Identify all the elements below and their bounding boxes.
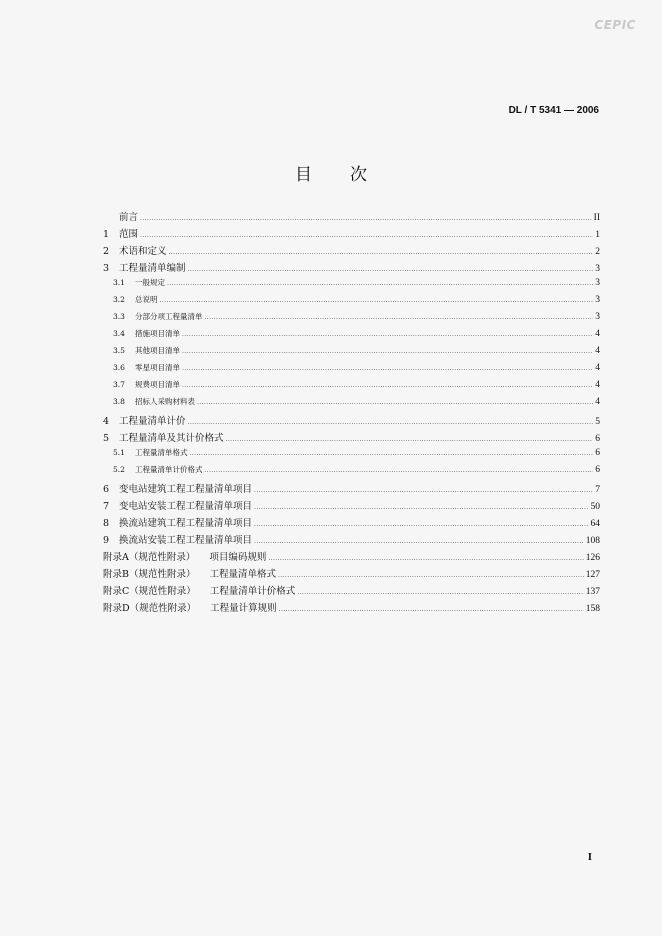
toc-entry[interactable] [103, 430, 600, 447]
toc-entry-page: 108 [585, 536, 600, 546]
toc-entry-page: 126 [585, 553, 600, 563]
dot-leader [205, 314, 594, 321]
toc-entry-number: 3.4 [113, 329, 125, 338]
toc-entry[interactable] [103, 260, 600, 277]
toc-entry-page: 4 [595, 363, 600, 373]
toc-entry-title: 换流站安装工程工程量清单项目 [119, 535, 253, 546]
toc-entry-number: 5.1 [113, 448, 125, 457]
toc-entry[interactable] [103, 328, 600, 345]
toc-entry-number: 附录B（规范性附录） [103, 569, 196, 580]
toc-entry-page: 1 [595, 230, 600, 240]
toc-entry-title: 总说明 [135, 295, 158, 304]
toc-entry-number: 5.2 [113, 465, 125, 474]
toc-entry[interactable] [103, 447, 600, 464]
toc-entry-title: 工程量清单计价格式 [135, 465, 203, 474]
dot-leader [197, 399, 593, 406]
toc-entry-number: 5 [103, 433, 110, 444]
toc-entry-number: 8 [103, 518, 110, 529]
toc-entry-page: II [593, 213, 600, 223]
toc-entry-title: 招标人采购材料表 [135, 397, 195, 406]
dot-leader [188, 266, 594, 273]
toc-entry-title: 工程量清单编制 [119, 263, 186, 274]
toc-entry-title: 规费项目清单 [135, 380, 180, 389]
toc-entry-page: 4 [595, 380, 600, 390]
toc-entry-page: 3 [595, 278, 600, 288]
toc-entry-title: 措施项目清单 [135, 329, 180, 338]
toc-entry[interactable] [103, 243, 600, 260]
toc-entry-title: 变电站建筑工程工程量清单项目 [119, 484, 253, 495]
dot-leader [254, 487, 593, 494]
dot-leader [188, 419, 594, 426]
dot-leader [254, 521, 588, 528]
toc-entry[interactable] [103, 311, 600, 328]
toc-entry-number: 7 [103, 501, 110, 512]
dot-leader [140, 215, 592, 222]
toc-entry-title: 工程量计算规则 [210, 603, 277, 614]
toc-entry-page: 4 [595, 346, 600, 356]
toc-entry-page: 64 [590, 519, 600, 529]
toc-entry[interactable] [103, 532, 600, 549]
toc-entry-number: 附录C（规范性附录） [103, 586, 196, 597]
toc-entry-number: 6 [103, 484, 110, 495]
toc-entry[interactable] [103, 379, 600, 396]
toc-entry-title: 工程量清单格式 [135, 448, 188, 457]
dot-leader [167, 280, 593, 287]
toc-entry[interactable] [103, 294, 600, 311]
toc-entry-title: 分部分项工程量清单 [135, 312, 203, 321]
dot-leader [297, 589, 583, 596]
toc-entry-page: 7 [595, 485, 600, 495]
dot-leader [205, 467, 594, 474]
dot-leader [160, 297, 594, 304]
toc-entry-number: 2 [103, 246, 110, 257]
toc-entry[interactable] [103, 396, 600, 413]
toc-entry-page: 6 [595, 465, 600, 475]
dot-leader [226, 436, 594, 443]
toc-entry-number: 4 [103, 416, 110, 427]
toc-entry-page: 4 [595, 329, 600, 339]
cepic-logo: CEPIC [594, 18, 636, 32]
toc-entry-title: 零星项目清单 [135, 363, 180, 372]
dot-leader [254, 538, 584, 545]
toc-entry-title: 工程量清单格式 [209, 569, 276, 580]
dot-leader [268, 555, 583, 562]
toc-entry-page: 137 [585, 587, 600, 597]
toc-entry-number: 3.3 [113, 312, 125, 321]
dot-leader [182, 365, 593, 372]
toc-entry-number: 1 [103, 229, 110, 240]
dot-leader [254, 504, 588, 511]
toc-entry-page: 2 [595, 247, 600, 257]
toc-entry-title: 项目编码规则 [209, 552, 267, 563]
table-of-contents [103, 209, 600, 617]
page-number: I [587, 851, 592, 863]
toc-entry-title: 变电站安装工程工程量清单项目 [119, 501, 253, 512]
toc-entry-number: 3.2 [113, 295, 125, 304]
toc-entry-title: 工程量清单计价格式 [209, 586, 296, 597]
toc-entry[interactable] [103, 600, 600, 617]
dot-leader [169, 249, 594, 256]
toc-entry-page: 3 [595, 295, 600, 305]
toc-entry-page: 127 [585, 570, 600, 580]
toc-entry[interactable] [103, 498, 600, 515]
toc-entry-page: 158 [585, 604, 600, 614]
toc-entry[interactable] [103, 481, 600, 498]
toc-entry[interactable] [103, 566, 600, 583]
toc-entry[interactable] [103, 413, 600, 430]
toc-entry[interactable] [103, 583, 600, 600]
toc-entry-page: 3 [595, 264, 600, 274]
toc-entry-title: 一般规定 [135, 278, 165, 287]
toc-entry[interactable] [103, 277, 600, 294]
toc-entry-number: 附录D（规范性附录） [103, 603, 197, 614]
toc-entry[interactable] [103, 549, 600, 566]
toc-entry-page: 5 [595, 417, 600, 427]
toc-entry-page: 50 [590, 502, 600, 512]
toc-entry-number: 3.6 [113, 363, 125, 372]
toc-entry[interactable] [103, 515, 600, 532]
toc-entry-title: 范围 [119, 229, 139, 240]
toc-entry-title: 工程量清单计价 [119, 416, 186, 427]
standard-code: DL / T 5341 — 2006 [508, 105, 599, 116]
toc-entry-title: 前言 [119, 212, 139, 223]
toc-entry[interactable] [103, 345, 600, 362]
toc-entry-page: 4 [595, 397, 600, 407]
toc-entry[interactable] [103, 464, 600, 481]
dot-leader [182, 382, 593, 389]
dot-leader [182, 348, 593, 355]
toc-entry-page: 6 [595, 448, 600, 458]
toc-entry-page: 6 [595, 434, 600, 444]
toc-entry-number: 3.8 [113, 397, 125, 406]
toc-entry-title: 工程量清单及其计价格式 [119, 433, 224, 444]
toc-entry-title: 其他项目清单 [135, 346, 180, 355]
dot-leader [190, 450, 594, 457]
page-title: 目次 [295, 165, 405, 185]
toc-entry-title: 换流站建筑工程工程量清单项目 [119, 518, 253, 529]
toc-entry-number: 3 [103, 263, 110, 274]
toc-entry-number: 附录A（规范性附录） [103, 552, 196, 563]
dot-leader [140, 232, 593, 239]
dot-leader [182, 331, 593, 338]
toc-entry-page: 3 [595, 312, 600, 322]
toc-entry-number: 3.7 [113, 380, 125, 389]
toc-entry-number: 9 [103, 535, 110, 546]
dot-leader [278, 572, 584, 579]
toc-entry[interactable] [103, 226, 600, 243]
toc-entry-title: 术语和定义 [119, 246, 167, 257]
toc-entry-number: 3.5 [113, 346, 125, 355]
toc-entry-number: 3.1 [113, 278, 125, 287]
toc-entry[interactable] [103, 362, 600, 379]
toc-entry[interactable] [103, 209, 600, 226]
dot-leader [279, 606, 584, 613]
